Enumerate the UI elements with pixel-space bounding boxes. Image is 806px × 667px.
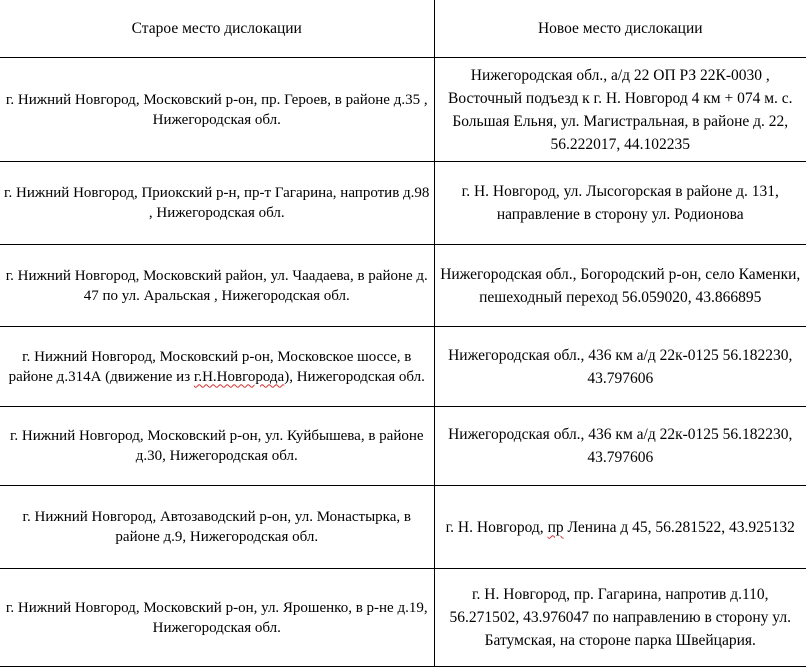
new-location-cell: Нижегородская обл., 436 км а/д 22к-0125 56.182230, 43.797606: [434, 407, 806, 486]
old-location-text: ), Нижегородская обл.: [284, 368, 425, 385]
table-row: [0, 407, 806, 486]
table-row: [0, 58, 806, 162]
old-location-cell: г. Нижний Новгород, Московский р-он, ул. Ярошенко, в р-не д.19, Нижегородская обл.: [0, 569, 434, 667]
old-location-cell: [0, 327, 434, 407]
spellcheck-flagged-word: г.Н.Новгорода: [193, 368, 285, 385]
old-location-text: г. Нижний Новгород, Московский р-он, Московское шоссе, в районе д.314А (движение из: [8, 348, 412, 385]
table-row: [0, 569, 806, 667]
table-row: [0, 486, 806, 569]
new-location-cell: Нижегородская обл., Богородский р-он, село Каменки, пешеходный переход 56.059020, 43.866895: [434, 245, 806, 327]
old-location-cell: г. Нижний Новгород, Московский район, ул. Чаадаева, в районе д. 47 по ул. Аральская , Нижегородская обл.: [0, 245, 434, 327]
table-row: [0, 162, 806, 245]
new-location-cell: [434, 486, 806, 569]
new-location-cell: г. Н. Новгород, пр. Гагарина, напротив д.110, 56.271502, 43.976047 по направлению в сторону ул. Батумская, на стороне парка Швейцария.: [434, 569, 806, 667]
new-location-cell: Нижегородская обл., а/д 22 ОП РЗ 22К-0030 , Восточный подъезд к г. Н. Новгород 4 км + 074 м. с. Большая Ельня, ул. Магистральная, в районе д. 22, 56.222017, 44.102235: [434, 58, 806, 162]
old-location-cell: г. Нижний Новгород, Автозаводский р-он, ул. Монастырка, в районе д.9, Нижегородская обл.: [0, 486, 434, 569]
old-location-cell: г. Нижний Новгород, Приокский р-н, пр-т Гагарина, напротив д.98 , Нижегородская обл.: [0, 162, 434, 245]
old-location-cell: г. Нижний Новгород, Московский р-он, пр. Героев, в районе д.35 , Нижегородская обл.: [0, 58, 434, 162]
old-location-cell: г. Нижний Новгород, Московский р-он, ул. Куйбышева, в районе д.30, Нижегородская обл.: [0, 407, 434, 486]
new-location-cell: г. Н. Новгород, ул. Лысогорская в районе д. 131, направление в сторону ул. Родионова: [434, 162, 806, 245]
header-new-location: Новое место дислокации: [434, 0, 806, 58]
table-row: [0, 327, 806, 407]
spellcheck-flagged-word: пр: [547, 518, 564, 536]
new-location-text: г. Н. Новгород,: [445, 518, 548, 536]
table-row: [0, 245, 806, 327]
new-location-text: Ленина д 45, 56.281522, 43.925132: [563, 518, 795, 536]
header-old-location: Старое место дислокации: [0, 0, 434, 58]
new-location-cell: Нижегородская обл., 436 км а/д 22к-0125 56.182230, 43.797606: [434, 327, 806, 407]
header-row: [0, 0, 806, 58]
